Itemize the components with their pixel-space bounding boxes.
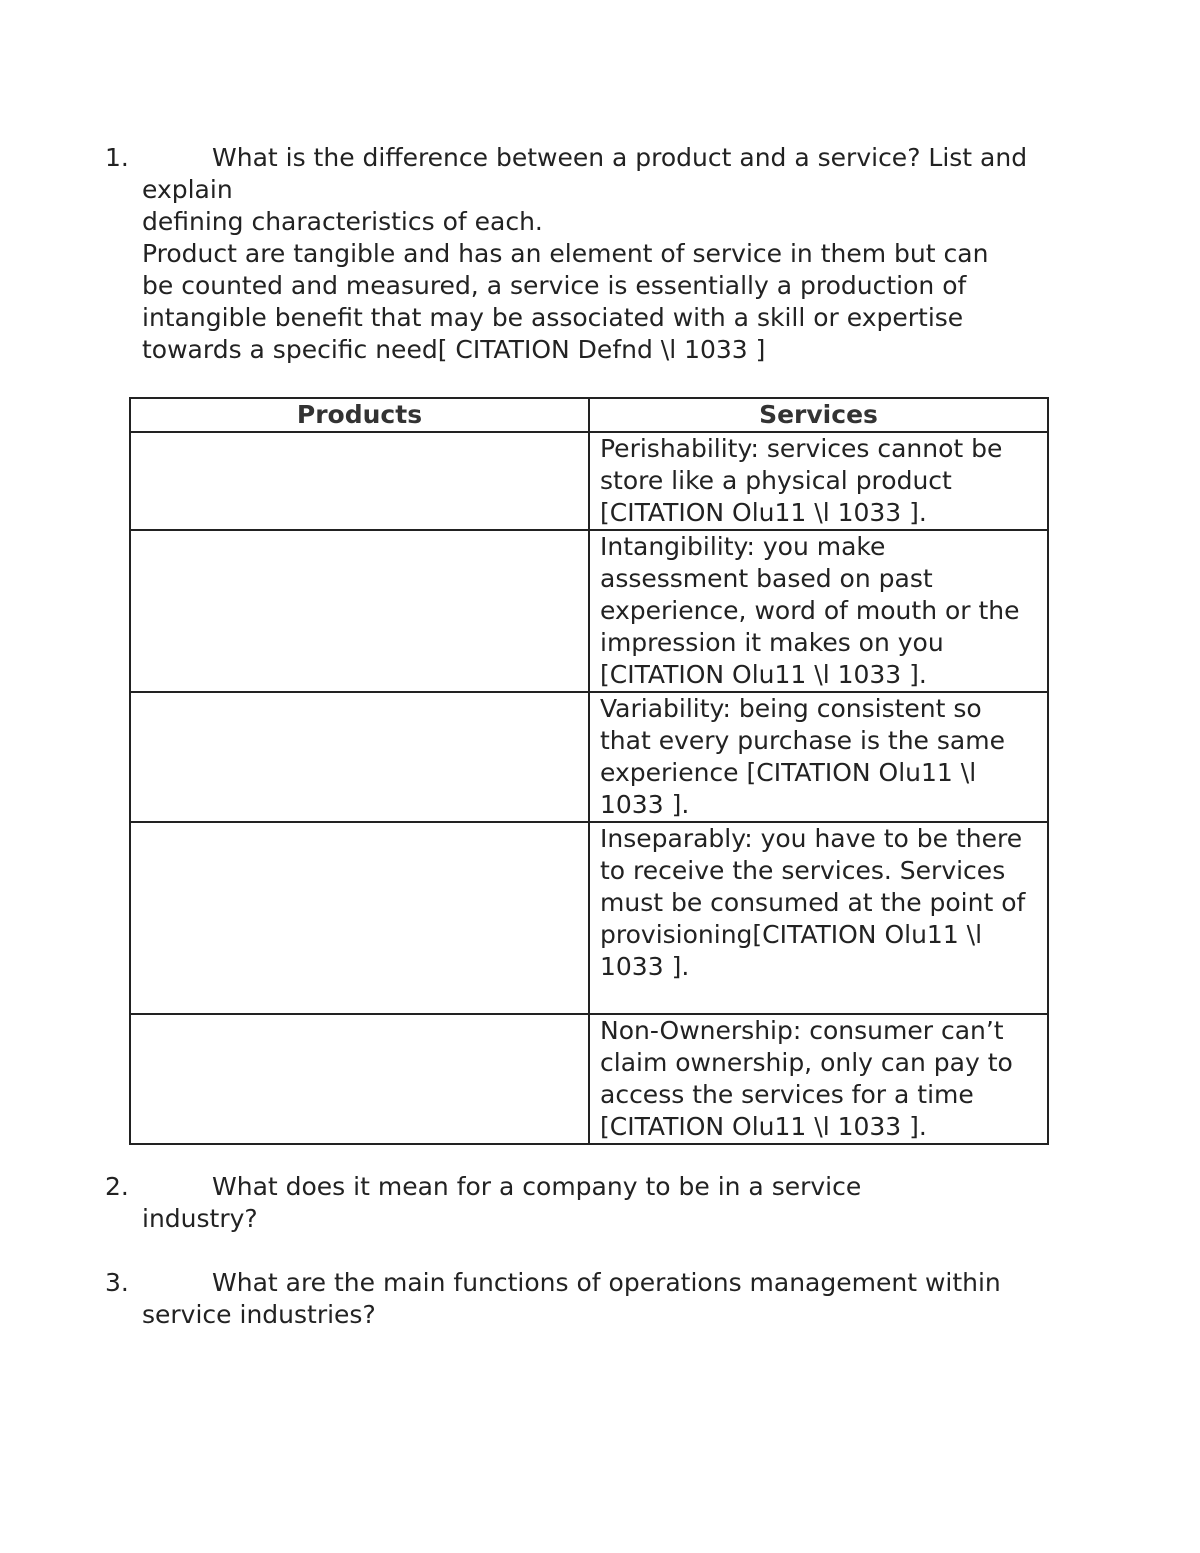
table-row bbox=[130, 822, 1048, 1014]
service-cell: Inseparably: you have to be there to receive the services. Services must be consumed at the point of provisioning[CITATION Olu11 \l 1033 ]. bbox=[589, 822, 1048, 1014]
service-cell: Intangibility: you make assessment based on past experience, word of mouth or the impression it makes on you [CITATION Olu11 \l 1033 ]. bbox=[589, 530, 1048, 692]
question-1-number: 1. bbox=[105, 143, 129, 172]
product-cell bbox=[130, 530, 589, 692]
question-1-prompt: What is the difference between a product and a service? List and explain bbox=[142, 143, 1028, 204]
question-1 bbox=[105, 142, 1055, 366]
question-2-prompt: What does it mean for a company to be in a service industry? bbox=[142, 1172, 862, 1233]
products-header: Products bbox=[130, 398, 589, 432]
question-3-number: 3. bbox=[105, 1268, 129, 1297]
product-cell bbox=[130, 432, 589, 530]
service-cell: Perishability: services cannot be store like a physical product [CITATION Olu11 \l 1033 ]. bbox=[589, 432, 1048, 530]
table-row bbox=[130, 432, 1048, 530]
table-row bbox=[130, 1014, 1048, 1144]
question-2 bbox=[105, 1171, 1055, 1235]
question-2-number: 2. bbox=[105, 1172, 129, 1201]
product-cell bbox=[130, 692, 589, 822]
service-cell: Non-Ownership: consumer can’t claim ownership, only can pay to access the services for a time [CITATION Olu11 \l 1033 ]. bbox=[589, 1014, 1048, 1144]
characteristics-table bbox=[129, 397, 1049, 1145]
product-cell bbox=[130, 822, 589, 1014]
services-header: Services bbox=[589, 398, 1048, 432]
table-row bbox=[130, 530, 1048, 692]
table-row bbox=[130, 692, 1048, 822]
question-3 bbox=[105, 1267, 1055, 1331]
question-1-prompt-continued: defining characteristics of each. bbox=[142, 207, 543, 236]
service-cell: Variability: being consistent so that every purchase is the same experience [CITATION Olu11 \l 1033 ]. bbox=[589, 692, 1048, 822]
question-1-answer: Product are tangible and has an element of service in them but can be counted and measured, a service is essentially a production of intangible benefit that may be associated with a skill or expertise towards a specific need[ CITATION Defnd \l 1033 ] bbox=[142, 239, 989, 364]
question-3-prompt: What are the main functions of operations management within service industries? bbox=[142, 1268, 1001, 1329]
product-cell bbox=[130, 1014, 589, 1144]
table-header-row bbox=[130, 398, 1048, 432]
